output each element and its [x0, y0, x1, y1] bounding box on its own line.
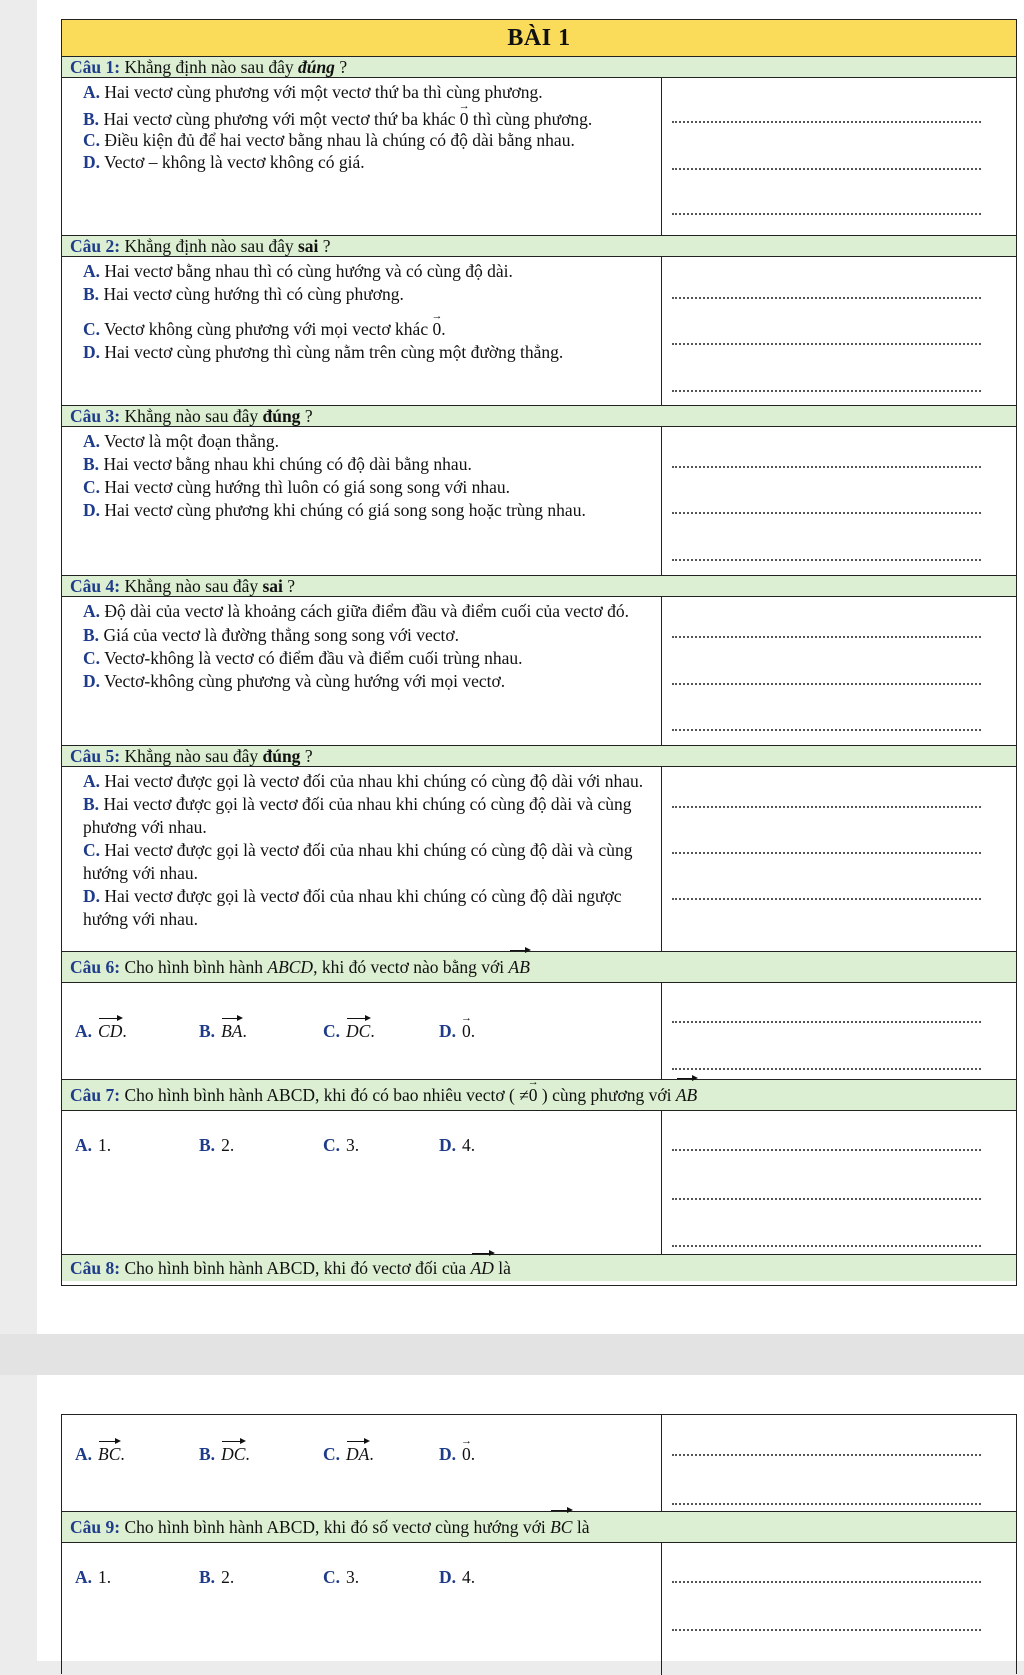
option-b: B. Hai vectơ bằng nhau khi chúng có độ dài bằng nhau.: [83, 454, 472, 474]
page-gap: [0, 1334, 1024, 1375]
question-6-body: [62, 983, 1016, 1080]
answer-line: [672, 1245, 981, 1247]
question-1-body: [62, 78, 1016, 236]
answer-line: [672, 213, 981, 215]
question-4-options: [62, 597, 662, 745]
question-9-options: [62, 1543, 662, 1675]
question-1-header: Câu 1: Khẳng định nào sau đây đúng ?: [62, 57, 1016, 78]
option-d: D. Hai vectơ cùng phương thì cùng nằm trên cùng một đường thẳng.: [83, 342, 564, 362]
worksheet-page-2: [37, 1375, 1024, 1661]
option-a: A. Hai vectơ được gọi là vectơ đối của nhau khi chúng có cùng độ dài với nhau.: [83, 771, 644, 791]
worksheet-title: BÀI 1: [62, 20, 1016, 57]
question-2-options: [62, 257, 662, 405]
answer-line: [672, 168, 981, 170]
option-a: A. Độ dài của vectơ là khoảng cách giữa điểm đầu và điểm cuối của vectơ đó.: [83, 601, 629, 621]
question-7-options: [62, 1111, 662, 1254]
exercise-table: [61, 19, 1017, 1286]
question-3-body: [62, 427, 1016, 576]
option-c: C. Hai vectơ cùng hướng thì luôn có giá song song với nhau.: [83, 477, 511, 497]
option-c: C. Hai vectơ được gọi là vectơ đối của nhau khi chúng có cùng độ dài và cùng hướng với nhau.: [83, 840, 633, 883]
answer-line: [672, 1629, 981, 1631]
question-2-header: Câu 2: Khẳng định nào sau đây sai ?: [62, 236, 1016, 257]
option-a: A. BC.: [75, 1443, 125, 1464]
answer-line: [672, 343, 981, 345]
option-a: A. Hai vectơ bằng nhau thì có cùng hướng và có cùng độ dài.: [83, 261, 513, 281]
option-a: A. 1.: [75, 1566, 112, 1587]
question-2-body: [62, 257, 1016, 406]
answer-line: [672, 559, 981, 561]
exercise-table-continued: [61, 1414, 1017, 1674]
option-b: B. BA.: [199, 1020, 247, 1041]
option-c: C. Vectơ-không là vectơ có điểm đầu và điểm cuối trùng nhau.: [83, 648, 523, 668]
option-d: D.→ 0.: [439, 1020, 563, 1043]
answer-space: [662, 78, 1016, 235]
option-c: C. 3.: [323, 1134, 360, 1155]
question-3-options: [62, 427, 662, 575]
answer-line: [672, 466, 981, 468]
answer-line: [672, 898, 981, 900]
worksheet-page-1: [37, 0, 1024, 1334]
question-9-header: Câu 9: Cho hình bình hành ABCD, khi đó số vectơ cùng hướng với BC là: [62, 1512, 1016, 1543]
answer-space: [662, 767, 1016, 951]
question-3-header: Câu 3: Khẳng nào sau đây đúng ?: [62, 406, 1016, 427]
question-5-body: [62, 767, 1016, 952]
option-b: B. Giá của vectơ là đường thẳng song song với vectơ.: [83, 625, 460, 645]
question-8-header: Câu 8: Cho hình bình hành ABCD, khi đó vectơ đối của AD là: [62, 1255, 1016, 1281]
answer-line: [672, 297, 981, 299]
answer-line: [672, 683, 981, 685]
option-a: A. Vectơ là một đoạn thẳng.: [83, 431, 280, 451]
question-8-options: [62, 1415, 662, 1511]
answer-line: [672, 1454, 981, 1456]
question-6-options: [62, 983, 662, 1079]
answer-space: [662, 427, 1016, 575]
option-a: A. Hai vectơ cùng phương với một vectơ thứ ba thì cùng phương.: [83, 82, 543, 102]
option-d: D. Vectơ-không cùng phương và cùng hướng với mọi vectơ.: [83, 671, 506, 691]
answer-line: [672, 1021, 981, 1023]
answer-line: [672, 806, 981, 808]
answer-line: [672, 636, 981, 638]
question-7-body: [62, 1111, 1016, 1255]
answer-line: [672, 1503, 981, 1505]
option-c: C. 3.: [323, 1566, 360, 1587]
question-4-header: Câu 4: Khẳng nào sau đây sai ?: [62, 576, 1016, 597]
answer-line: [672, 1198, 981, 1200]
answer-space: [662, 597, 1016, 745]
option-b: B. Hai vectơ cùng phương với một vectơ thứ ba khác → 0 thì cùng phương.: [69, 108, 655, 131]
option-c: C. DA.: [323, 1443, 374, 1464]
question-6-header: Câu 6: Cho hình bình hành ABCD, khi đó vectơ nào bằng với AB: [62, 952, 1016, 983]
question-5-header: Câu 5: Khẳng nào sau đây đúng ?: [62, 746, 1016, 767]
option-c: C. Điều kiện đủ để hai vectơ bằng nhau là chúng có độ dài bằng nhau.: [83, 130, 575, 150]
answer-line: [672, 1581, 981, 1583]
answer-line: [672, 390, 981, 392]
answer-space: [662, 1111, 1016, 1254]
option-b: B. DC.: [199, 1443, 250, 1464]
answer-space: [662, 257, 1016, 405]
option-b: B. 2.: [199, 1134, 235, 1155]
question-8-body: [62, 1415, 1016, 1512]
option-c: C. Vectơ không cùng phương với mọi vectơ khác → 0.: [69, 318, 655, 341]
answer-line: [672, 729, 981, 731]
option-d: D. Vectơ – không là vectơ không có giá.: [83, 152, 365, 172]
option-a: A. 1.: [75, 1134, 112, 1155]
question-9-body: [62, 1543, 1016, 1675]
option-b: B. Hai vectơ được gọi là vectơ đối của nhau khi chúng có cùng độ dài và cùng phương với nhau.: [83, 794, 632, 837]
option-c: C. DC.: [323, 1020, 375, 1041]
option-b: B. Hai vectơ cùng hướng thì có cùng phương.: [83, 284, 404, 304]
answer-line: [672, 1068, 981, 1070]
option-d: D. 4.: [439, 1134, 476, 1155]
option-d: D. 4.: [439, 1566, 476, 1587]
option-d: D. Hai vectơ cùng phương khi chúng có giá song song hoặc trùng nhau.: [83, 500, 586, 520]
answer-line: [672, 1149, 981, 1151]
answer-line: [672, 121, 981, 123]
option-a: A. CD.: [75, 1020, 127, 1041]
answer-space: [662, 1543, 1016, 1675]
option-d: D. Hai vectơ được gọi là vectơ đối của nhau khi chúng có cùng độ dài ngược hướng với nhau.: [83, 886, 622, 929]
option-d: D.→ 0.: [439, 1443, 563, 1466]
question-4-body: [62, 597, 1016, 746]
option-b: B. 2.: [199, 1566, 235, 1587]
answer-line: [672, 852, 981, 854]
question-1-options: [62, 78, 662, 235]
answer-line: [672, 512, 981, 514]
question-5-options: [62, 767, 662, 951]
question-7-header: Câu 7: Cho hình bình hành ABCD, khi đó có bao nhiêu vectơ ( ≠→ 0 ) cùng phương với AB: [62, 1080, 1016, 1111]
answer-space: [662, 983, 1016, 1079]
answer-space: [662, 1415, 1016, 1511]
